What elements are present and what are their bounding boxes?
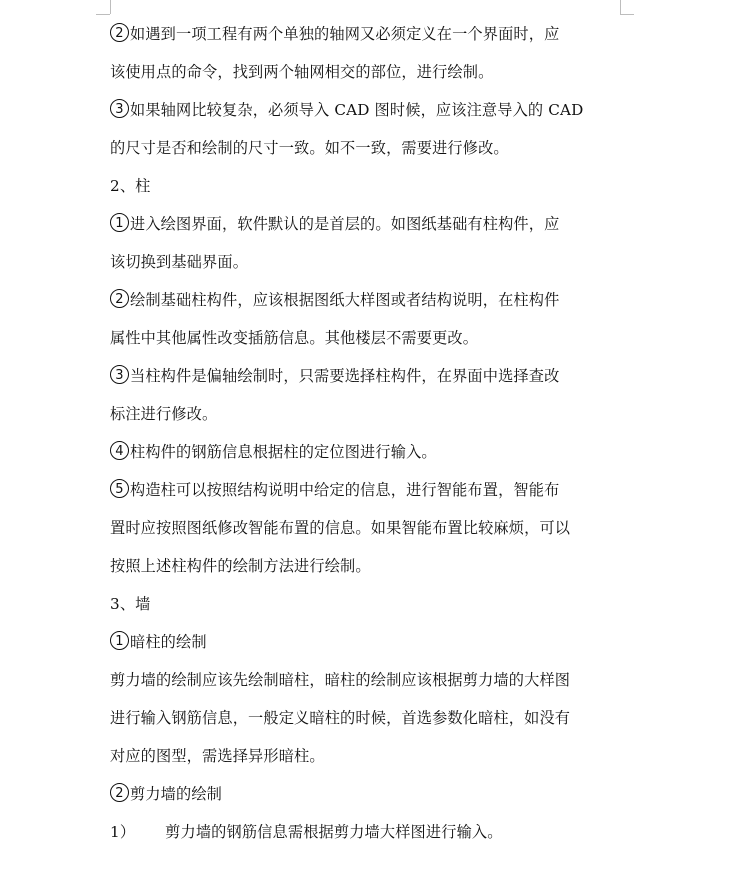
line-text: 绘制基础柱构件，应该根据图纸大样图或者结构说明，在柱构件 [130,291,560,309]
circled-number: 2 [110,289,129,308]
line-text: 置时应按照图纸修改智能布置的信息。如果智能布置比较麻烦，可以 [110,519,571,537]
circled-number: 2 [110,783,129,802]
text-line [110,812,622,850]
line-text: 构造柱可以按照结构说明中给定的信息，进行智能布置，智能布 [130,481,560,499]
line-text: 剪力墙的绘制应该先绘制暗柱，暗柱的绘制应该根据剪力墙的大样图 [110,671,571,689]
line-text: 柱构件的钢筋信息根据柱的定位图进行输入。 [130,443,437,461]
text-line [110,622,622,660]
text-line [110,508,622,546]
text-line [110,470,622,508]
text-line [110,584,622,622]
line-text: 进行输入钢筋信息，一般定义暗柱的时候，首选参数化暗柱，如没有 [110,709,571,727]
text-line [110,774,622,812]
text-line [110,546,622,584]
text-line [110,660,622,698]
line-text: 如果轴网比较复杂，必须导入 CAD 图时候，应该注意导入的 CAD [130,101,584,119]
text-line [110,280,622,318]
line-text: 按照上述柱构件的绘制方法进行绘制。 [110,557,371,575]
text-line [110,698,622,736]
text-line [110,242,622,280]
line-text: 1） [110,823,136,841]
line-text: 暗柱的绘制 [130,633,207,651]
text-line [110,204,622,242]
line-text: 3、墙 [110,595,151,613]
circled-number: 3 [110,99,129,118]
line-text-continued: 剪力墙的钢筋信息需根据剪力墙大样图进行输入。 [165,823,503,841]
text-line [110,736,622,774]
crop-mark-top-right [620,0,621,14]
line-text: 标注进行修改。 [110,405,218,423]
line-text: 的尺寸是否和绘制的尺寸一致。如不一致，需要进行修改。 [110,139,509,157]
circled-number: 2 [110,23,129,42]
circled-number: 5 [110,479,129,498]
line-text: 该使用点的命令，找到两个轴网相交的部位，进行绘制。 [110,63,494,81]
text-line [110,432,622,470]
crop-mark-top-right-h [620,14,634,15]
circled-number: 3 [110,365,129,384]
line-text: 进入绘图界面，软件默认的是首层的。如图纸基础有柱构件，应 [130,215,560,233]
document-body [110,14,622,850]
line-text: 该切换到基础界面。 [110,253,249,271]
text-line [110,90,622,128]
line-text: 如遇到一项工程有两个单独的轴网又必须定义在一个界面时，应 [130,25,560,43]
circled-number: 1 [110,631,129,650]
line-text: 2、柱 [110,177,151,195]
text-line [110,128,622,166]
text-line [110,394,622,432]
line-text: 属性中其他属性改变插筋信息。其他楼层不需要更改。 [110,329,479,347]
text-line [110,166,622,204]
text-line [110,14,622,52]
crop-mark-top-left [110,0,111,14]
crop-mark-top-left-h [96,14,110,15]
text-line [110,52,622,90]
line-text: 对应的图型，需选择异形暗柱。 [110,747,325,765]
text-line [110,356,622,394]
circled-number: 4 [110,441,129,460]
circled-number: 1 [110,213,129,232]
line-text: 剪力墙的绘制 [130,785,223,803]
text-line [110,318,622,356]
line-text: 当柱构件是偏轴绘制时，只需要选择柱构件，在界面中选择查改 [130,367,560,385]
